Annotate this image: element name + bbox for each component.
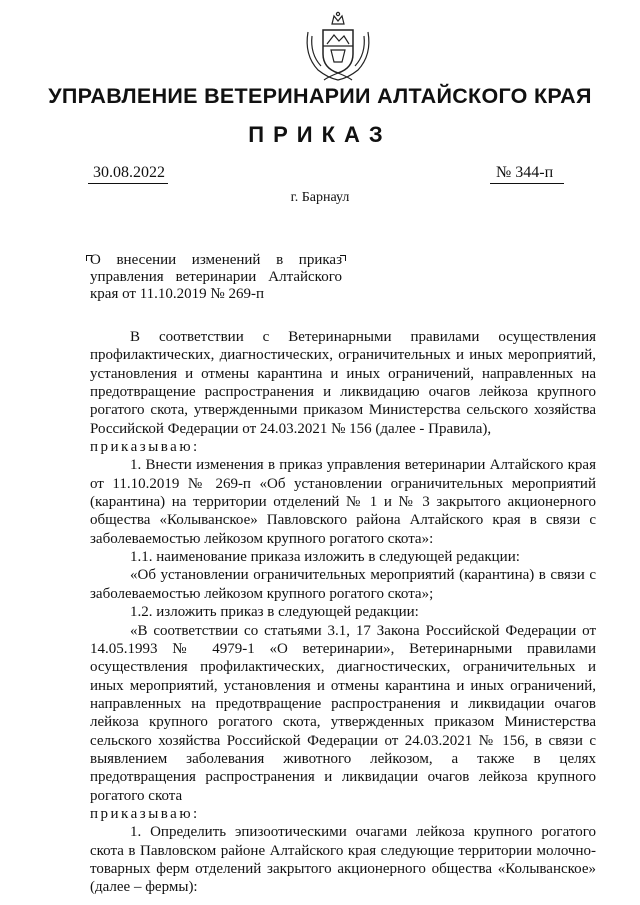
organization-name: УПРАВЛЕНИЕ ВЕТЕРИНАРИИ АЛТАЙСКОГО КРАЯ bbox=[48, 84, 592, 108]
subject-line-2: управления ветеринарии Алтайского bbox=[90, 269, 342, 285]
order-number: № 344-п bbox=[496, 164, 554, 181]
number-underline bbox=[490, 183, 564, 184]
new-preamble-paragraph bbox=[90, 622, 596, 824]
subject-line-3: края от 11.10.2019 № 269-п bbox=[90, 286, 264, 302]
subject-line-1: О внесении изменений в приказ bbox=[90, 252, 342, 268]
issuing-city: г. Барнаул bbox=[290, 190, 350, 205]
document-type-title: ПРИКАЗ bbox=[248, 122, 392, 147]
new-clause-1: 1. Определить эпизоотическими очагами лейкоза крупного рогатого скота в Павловском районе Алтайского края следующие территории молочно-товарных ферм отделений закрытого акционерного общества «Колыванское» (далее – фермы): bbox=[90, 824, 596, 896]
order-body bbox=[90, 328, 596, 897]
new-preamble-text: «В соответствии со статьями 3.1, 17 Закона Российской Федерации от 14.05.1993 № 4979-1 «О ветеринарии», Ветеринарными правилами осуществления профилактических, диагностических, ограничительных и иных мероприятий, установления и отмены карантина и иных ограничений, направленных на предотвращение распространения и ликвидации очагов лейкоза крупного рогатого скота, утвержденных приказом Министерства сельского хозяйства Российской Федерации от 24.03.2021 № 156, в связи с выявлением заболевания животного лейкозом, а также в целях предотвращения распространения и ликвидации очагов лейкоза крупного рогатого скота bbox=[90, 622, 596, 804]
clause-1-1-new-title: «Об установлении ограничительных мероприятий (карантина) в связи с заболеваемостью лейкозом крупного рогатого скота»; bbox=[90, 567, 596, 602]
new-order-word: приказываю: bbox=[90, 805, 200, 822]
clause-1-2: 1.2. изложить приказ в следующей редакции: bbox=[130, 604, 419, 621]
order-date: 30.08.2022 bbox=[93, 164, 165, 181]
clause-1: 1. Внести изменения в приказ управления ветеринарии Алтайского края от 11.10.2019 № 269-п «Об установлении ограничительных мероприятий (карантина) на территории отделений № 1 и № 3 закрытого акционерного общества «Колыванское» Павловского района Алтайского края в связи с заболеваемостью лейкозом крупного рогатого скота»: bbox=[90, 457, 596, 547]
clause-1-1: 1.1. наименование приказа изложить в следующей редакции: bbox=[130, 549, 520, 566]
order-word: приказываю: bbox=[90, 439, 200, 456]
order-subject bbox=[90, 252, 342, 303]
preamble-paragraph bbox=[90, 328, 596, 456]
altai-krai-coat-of-arms-icon bbox=[298, 10, 378, 82]
preamble-text: В соответствии с Ветеринарными правилами осуществления профилактических, диагностических, ограничительных и иных мероприятий, установления и отмены карантина и иных ограничений, направленных на предотвращение распространения и ликвидацию очагов лейкоза крупного рогатого скота, утвержденными приказом Министерства сельского хозяйства Российской Федерации от 24.03.2021 № 156 (далее - Правила), bbox=[90, 329, 596, 437]
date-underline bbox=[88, 183, 168, 184]
